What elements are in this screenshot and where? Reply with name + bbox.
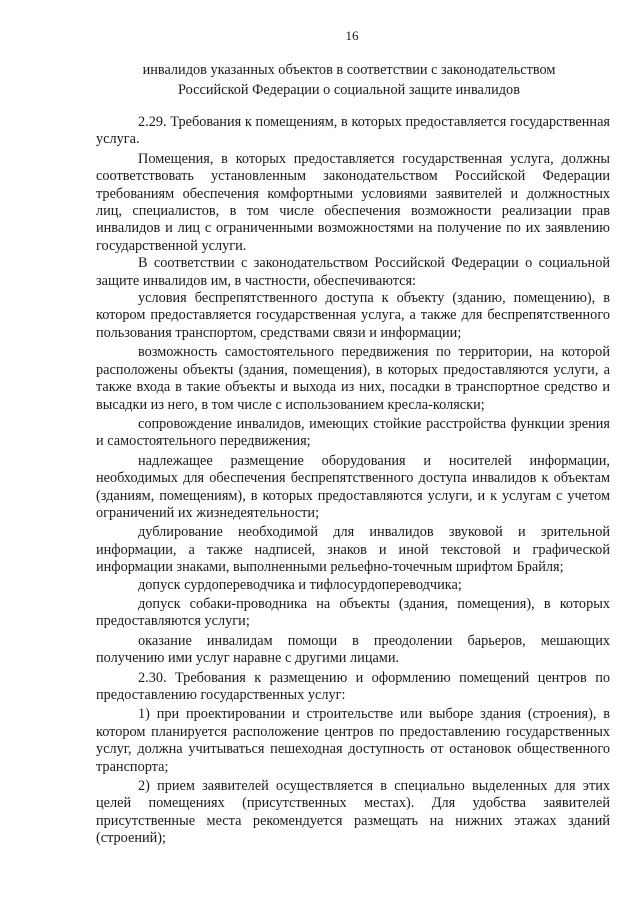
list-item: оказание инвалидам помощи в преодолении барьеров, мешающих получению ими услуг наравне с другими лицами. <box>96 632 610 667</box>
list-item: допуск собаки-проводника на объекты (здания, помещения), в которых предоставляются услуги; <box>96 595 610 630</box>
list-item: возможность самостоятельного передвижения по территории, на которой расположены объекты (здания, помещения), в которых предоставляются услуги, а также входа в такие объекты и выхода из них, посадки в транспортное средство и высадки из него, в том числе с использованием кресла-коляски; <box>96 344 610 413</box>
section-2-30-heading: 2.30. Требования к размещению и оформлению помещений центров по предоставлению государственных услуг: <box>96 669 610 703</box>
paragraph: В соответствии с законодательством Российской Федерации о социальной защите инвалидов им, в частности, обеспечиваются: <box>96 255 610 289</box>
body-text <box>96 114 610 848</box>
intro-heading <box>96 60 610 100</box>
list-item: допуск сурдопереводчика и тифлосурдопереводчика; <box>138 576 462 593</box>
section-2-29-heading: 2.29. Требования к помещениям, в которых предоставляется государственная услуга. <box>96 114 610 148</box>
list-item: дублирование необходимой для инвалидов звуковой и зрительной информации, а также надписей, знаков и иной текстовой и графической информации знаками, выполненными рельефно-точечным шрифтом Брайля; <box>96 524 610 576</box>
list-item: надлежащее размещение оборудования и носителей информации, необходимых для обеспечения беспрепятственного доступа инвалидов к объектам (зданиям, помещениям), в которых предоставляются услуги, и к услугам с учетом ограничений их жизнедеятельности; <box>96 452 610 521</box>
numbered-item: 1) при проектировании и строительстве или выборе здания (строения), в котором планируется расположение центров по предоставлению государственных услуг, должна учитываться пешеходная доступность от остановок общественного транспорта; <box>96 706 610 775</box>
intro-line: инвалидов указанных объектов в соответствии с законодательством <box>142 62 556 78</box>
numbered-item: 2) прием заявителей осуществляется в специально выделенных для этих целей помещениях (присутственных местах). Для удобства заявителей присутственные места рекомендуется размещать на нижних этажах зданий (строений); <box>96 778 610 847</box>
list-item: сопровождение инвалидов, имеющих стойкие расстройства функции зрения и самостоятельного передвижения; <box>96 415 610 450</box>
paragraph: Помещения, в которых предоставляется государственная услуга, должны соответствовать установленным законодательством Российской Федерации требованиям обеспечения комфортными условиями заявителей и должностных лиц, специалистов, в том числе обеспечения возможности реализации прав инвалидов и лиц с ограниченными возможностями на получение по их заявлению государственной услуги. <box>96 150 610 254</box>
intro-line: Российской Федерации о социальной защите инвалидов <box>178 82 520 98</box>
page-number: 16 <box>345 28 359 43</box>
list-item: условия беспрепятственного доступа к объекту (зданию, помещению), в котором предоставляется государственная услуга, а также для беспрепятственного пользования транспортом, средствами связи и информации; <box>96 290 610 341</box>
